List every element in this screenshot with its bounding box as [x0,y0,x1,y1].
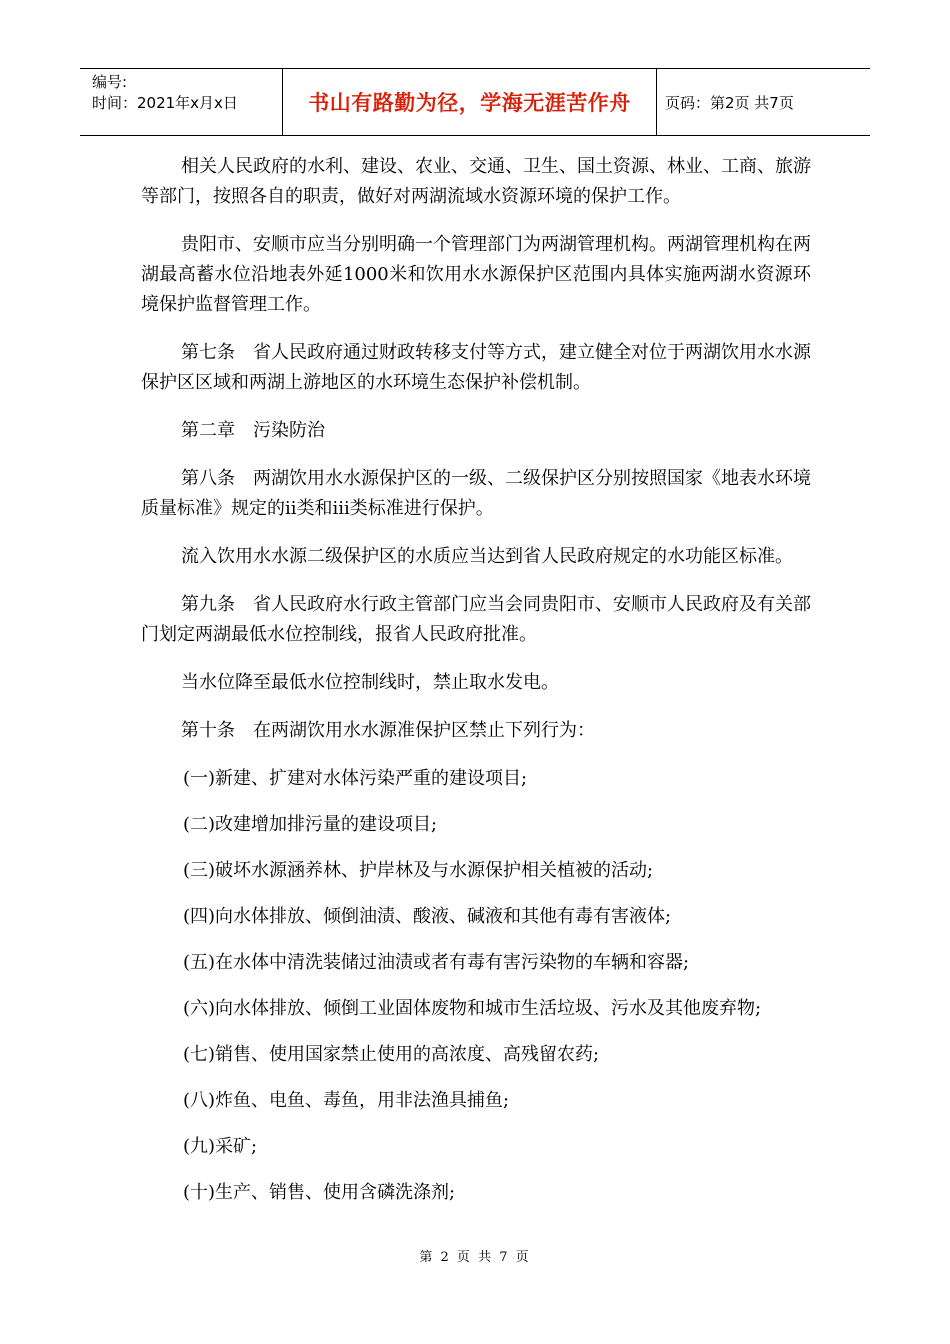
paragraph: 流入饮用水水源二级保护区的水质应当达到省人民政府规定的水功能区标准。 [181,546,793,567]
header-motto: 书山有路勤为径，学海无涯苦作舟 [282,69,657,135]
document-body [141,152,811,1224]
list-item: (二)改建增加排污量的建设项目; [183,814,438,835]
list-item: (七)销售、使用国家禁止使用的高浓度、高残留农药; [183,1044,600,1065]
paragraph: 贵阳市、安顺市应当分别明确一个管理部门为两湖管理机构。两湖管理机构在两湖最高蓄水位沿地表外延1000米和饮用水水源保护区范围内具体实施两湖水资源环境保护监督管理工作。 [141,234,811,315]
article-10: 第十条 在两湖饮用水水源准保护区禁止下列行为： [181,720,595,741]
chapter-heading: 第二章 污染防治 [181,420,325,441]
page-header [80,68,870,136]
article-7: 第七条 省人民政府通过财政转移支付等方式，建立健全对位于两湖饮用水水源保护区区域和两湖上游地区的水环境生态保护补偿机制。 [141,342,811,393]
page-footer: 第 2 页 共 7 页 [419,1250,531,1265]
list-item: (十)生产、销售、使用含磷洗涤剂; [183,1182,456,1203]
paragraph: 相关人民政府的水利、建设、农业、交通、卫生、国土资源、林业、工商、旅游等部门，按照各自的职责，做好对两湖流域水资源环境的保护工作。 [141,156,811,207]
list-item: (一)新建、扩建对水体污染严重的建设项目; [183,768,528,789]
article-8: 第八条 两湖饮用水水源保护区的一级、二级保护区分别按照国家《地表水环境质量标准》规定的ⅱ类和ⅲ类标准进行保护。 [141,468,811,519]
header-meta [80,69,282,135]
list-item: (六)向水体排放、倾倒工业固体废物和城市生活垃圾、污水及其他废弃物; [183,998,762,1019]
list-item: (四)向水体排放、倾倒油渍、酸液、碱液和其他有毒有害液体; [183,906,672,927]
article-9: 第九条 省人民政府水行政主管部门应当会同贵阳市、安顺市人民政府及有关部门划定两湖最低水位控制线，报省人民政府批准。 [141,594,811,645]
paragraph: 当水位降至最低水位控制线时，禁止取水发电。 [181,672,559,693]
document-date: 时间：2021年x月x日 [92,94,238,112]
list-item: (三)破坏水源涵养林、护岸林及与水源保护相关植被的活动; [183,860,654,881]
list-item: (八)炸鱼、电鱼、毒鱼，用非法渔具捕鱼; [183,1090,510,1111]
document-number-label: 编号: [92,73,128,91]
list-item: (五)在水体中清洗装储过油渍或者有毒有害污染物的车辆和容器; [183,952,690,973]
list-item: (九)采矿; [183,1136,258,1157]
header-page-info: 页码：第2页 共7页 [665,93,794,112]
